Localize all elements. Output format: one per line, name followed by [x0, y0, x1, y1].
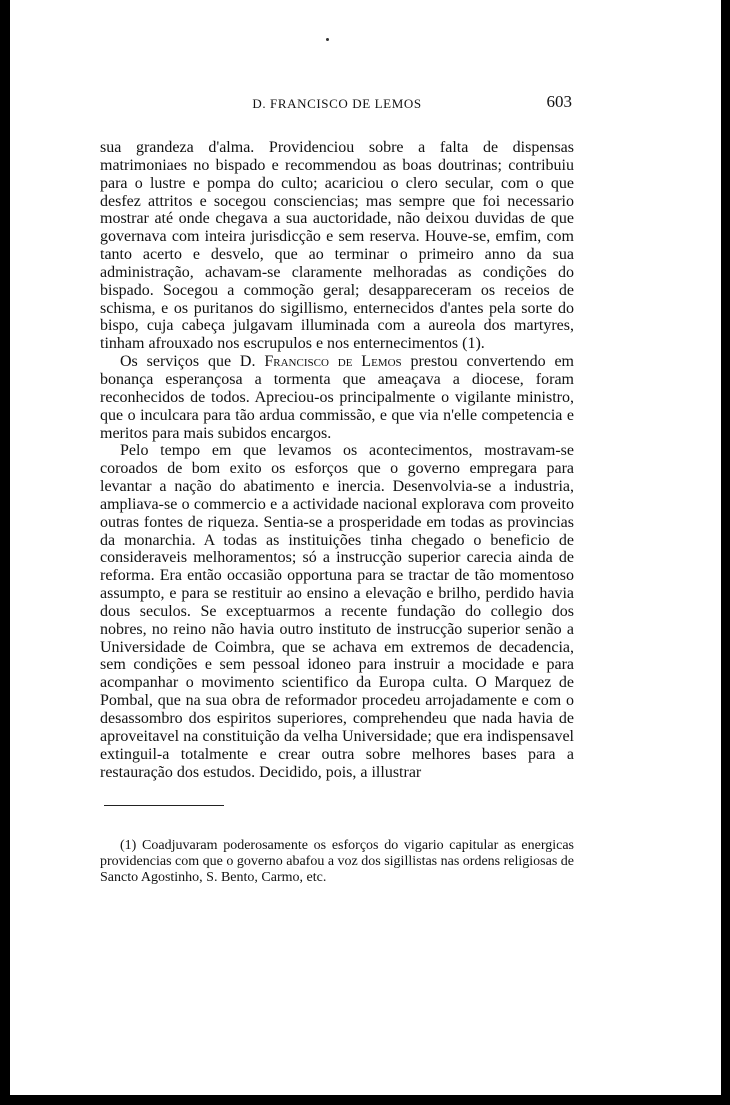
footnote-rule — [104, 805, 224, 806]
body-text — [100, 139, 574, 781]
person-name: Francisco de Lemos — [264, 353, 402, 371]
paragraph-2-rest: prestou convertendo em bonança esperançosa a tormenta que ameaçava a diocese, foram reconhecidos de todos. Apreciou-os principalmente o vigilante ministro, que o inculcara para tão ardua commissão, e que via n'elle competencia e meritos para mais subidos encargos. — [100, 353, 575, 442]
page-number: 603 — [546, 92, 572, 111]
paragraph-1: sua grandeza d'alma. Providenciou sobre a falta de dispensas matrimoniaes no bispado e recommendou as boas doutrinas; contribuiu para o lustre e pompa do culto; acariciou o clero secular, com o que desfez attritos e socegou consciencias; mas sempre que foi necessario mostrar até onde chegava a sua auctoridade, não deixou duvidas de que governava com inteira jurisdicção e sem reserva. Houve-se, emfim, com tanto acerto e desvelo, que ao terminar o primeiro anno da sua administração, achavam-se claramente melhoradas as condições do bispado. Socegou a commoção geral; desappareceram os receios de schisma, e os puritanos do sigillismo, enternecidos d'antes pela sorte do bispo, cuja cabeça julgavam illuminada com a aureola dos martyres, tinham afrouxado nos escrupulos e nos enternecimentos (1). — [100, 139, 574, 353]
page-header — [100, 92, 574, 116]
footnote: (1) Coadjuvaram poderosamente os esforços do vigario capitular as energicas providencias com que o governo abafou a voz dos sigillistas nas ordens religiosas de Sancto Agostinho, S. Bento, Carmo, etc. — [100, 838, 574, 886]
paragraph-2-start: Os serviços que D. — [120, 353, 265, 371]
book-page — [100, 92, 574, 886]
running-head: D. FRANCISCO DE LEMOS — [252, 96, 422, 111]
paragraph-3: Pelo tempo em que levamos os acontecimentos, mostravam-se coroados de bom exito os esforços que o governo empregara para levantar a nação do abatimento e inercia. Desenvolvia-se a industria, ampliava-se o commercio e a actividade nacional explorava com proveito outras fontes de riqueza. Sentia-se a prosperidade em todas as provincias da monarchia. A todas as instituições tinha chegado o beneficio de consideraveis melhoramentos; só a instrucção superior carecia ainda de reforma. Era então occasião opportuna para se tractar de tão momentoso assumpto, e para se restituir ao ensino a elevação e brilho, perdido havia dous seculos. Se exceptuarmos a recente fundação do collegio dos nobres, no reino não havia outro instituto de instrucção superior senão a Universidade de Coimbra, que se achava em extremos de decadencia, sem condições e sem pessoal idoneo para instruir a mocidade e para acompanhar o movimento scientifico da Europa culta. O Marquez de Pombal, que na sua obra de reformador procedeu arrojadamente e com o desassombro dos espiritos superiores, comprehendeu que nada havia de aproveitavel na constituição da velha Universidade; que era indispensavel extinguil-a totalmente e crear outra sobre melhores bases para a restauração dos estudos. Decidido, pois, a illustrar — [100, 442, 574, 781]
paragraph-2 — [100, 353, 574, 442]
ink-speck — [326, 38, 329, 41]
